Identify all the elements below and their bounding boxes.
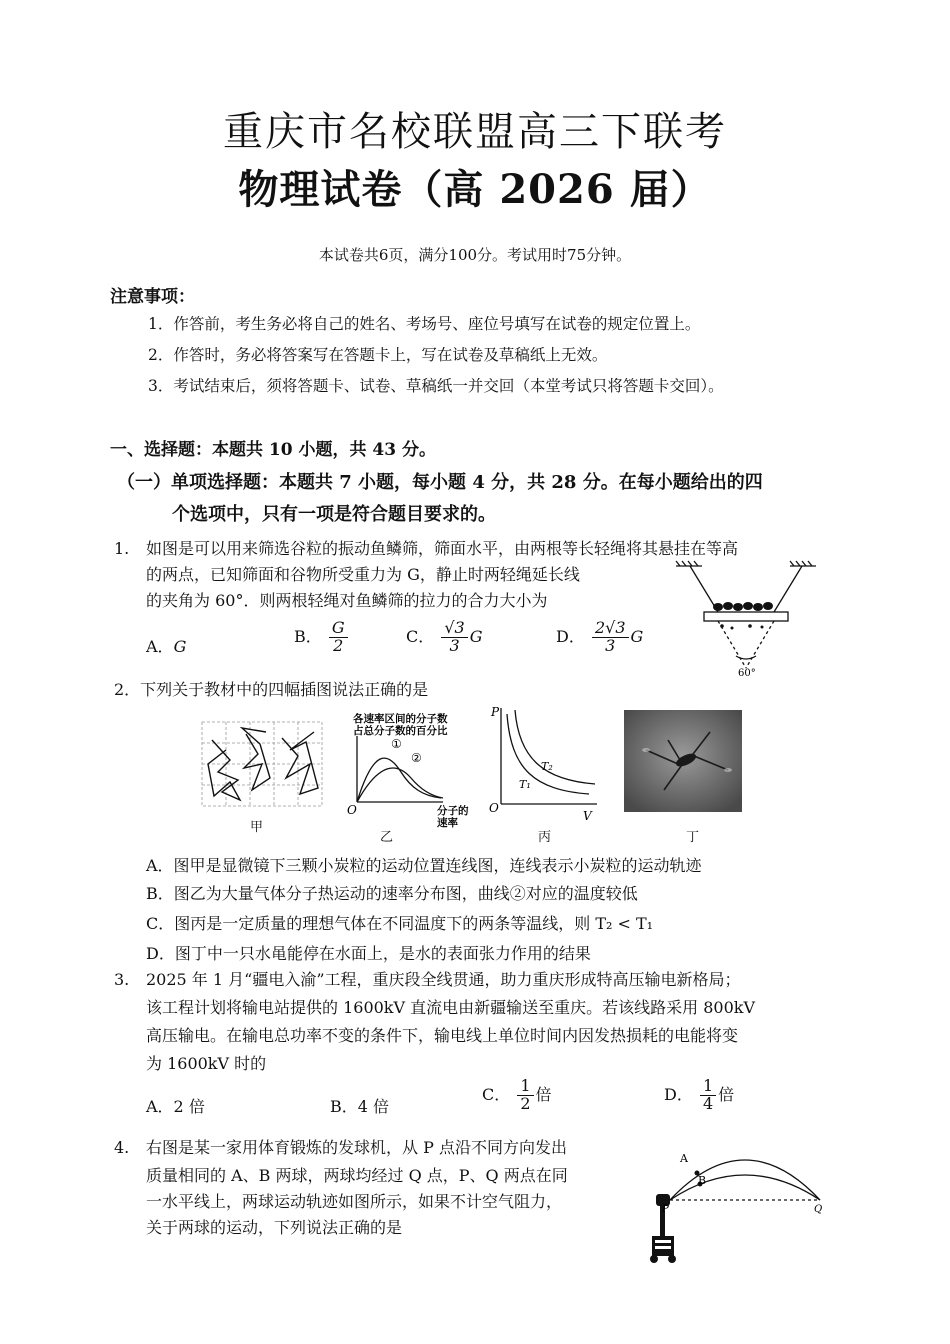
point-label: P: [662, 1204, 669, 1215]
option-suffix: 倍: [535, 1084, 552, 1104]
question-text: 为 1600kV 时的: [146, 1054, 267, 1073]
speed-distribution-figure: [345, 710, 480, 830]
option-label: D．: [556, 626, 585, 646]
question-text: 2．下列关于教材中的四幅插图说法正确的是: [114, 680, 429, 699]
question-number: 1.: [114, 539, 130, 558]
axis-label: 速率: [437, 817, 458, 829]
angle-label: 60°: [738, 668, 756, 679]
option-label: C．: [406, 626, 435, 646]
question-text: 该工程计划将输电站提供的 1600kV 直流电由新疆输送至重庆。若该线路采用 800kV: [146, 998, 756, 1017]
numerator: 1: [700, 1078, 716, 1096]
question-text: 右图是某一家用体育锻炼的发球机，从 P 点沿不同方向发出: [146, 1138, 567, 1157]
numerator: G: [329, 620, 348, 638]
axis-label: V: [583, 809, 592, 823]
option-label: C．: [482, 1084, 511, 1104]
question-text: 的夹角为 60°．则两根轻绳对鱼鳞筛的拉力的合力大小为: [146, 591, 548, 610]
question-number: 3.: [114, 970, 130, 989]
option-label: B．: [294, 626, 322, 646]
ball-launcher-figure: [630, 1138, 835, 1266]
fraction: [517, 1078, 533, 1113]
exam-title: 重庆市名校联盟高三下联考: [223, 109, 727, 155]
figure-caption: 甲: [250, 820, 264, 835]
axis-label: 分子的: [437, 805, 469, 817]
notice-heading: 注意事项：: [110, 287, 195, 307]
notice-item: 3．考试结束后，须将答题卡、试卷、草稿纸一并交回（本堂考试只将答题卡交回）。: [148, 377, 724, 395]
option-suffix: 倍: [718, 1084, 735, 1104]
figure-caption: 丙: [538, 830, 552, 845]
origin-label: O: [489, 801, 499, 815]
option-a: A．2 倍: [146, 1097, 205, 1116]
option-a: A．图甲是显微镜下三颗小炭粒的运动位置连线图，连线表示小炭粒的运动轨迹: [146, 856, 702, 875]
denominator: 2: [520, 1093, 531, 1113]
question-text: 2025 年 1 月“疆电入渝”工程，重庆段全线贯通，助力重庆形成特高压输电新格局；: [146, 970, 741, 989]
axis-label: 占总分子数的百分比: [353, 725, 448, 737]
option-c: C．图丙是一定质量的理想气体在不同温度下的两条等温线，则 T₂ < T₁: [146, 914, 654, 933]
fraction: [441, 620, 467, 655]
option-d: [556, 620, 643, 655]
curve-label: ①: [391, 737, 402, 751]
numerator: √3: [441, 620, 467, 638]
figure-caption: 乙: [380, 830, 394, 845]
notice-item: 1．作答前，考生务必将自己的姓名、考场号、座位号填写在试卷的规定位置上。: [148, 315, 701, 333]
option-a: [146, 634, 186, 657]
question-text: 高压输电。在输电总功率不变的条件下，输电线上单位时间内因发热损耗的电能将变: [146, 1026, 739, 1045]
option-c: [482, 1078, 552, 1113]
isotherm-figure: [485, 700, 605, 825]
notice-item: 2．作答时，务必将答案写在答题卡上，写在试卷及草稿纸上无效。: [148, 346, 608, 364]
fraction: [700, 1078, 716, 1113]
option-d: D．图丁中一只水黾能停在水面上，是水的表面张力作用的结果: [146, 944, 591, 963]
option-suffix: G: [469, 626, 483, 646]
exam-subtitle: 物理试卷（高 2026 届）: [238, 166, 712, 213]
figure-caption: 丁: [686, 830, 700, 845]
axis-label: 各速率区间的分子数: [353, 713, 448, 725]
water-strider-photo: [624, 710, 742, 812]
ball-label: B: [698, 1174, 707, 1187]
question-text: 如图是可以用来筛选谷粒的振动鱼鳞筛，筛面水平，由两根等长轻绳将其悬挂在等高: [146, 539, 739, 558]
subsection-heading-line2: 个选项中，只有一项是符合题目要求的。: [172, 504, 496, 525]
question-text: 的两点，已知筛面和谷物所受重力为 G，静止时两轻绳延长线: [146, 565, 580, 584]
question-text: 质量相同的 A、B 两球，两球均经过 Q 点，P、Q 两点在同: [146, 1166, 568, 1185]
question-text: 一水平线上，两球运动轨迹如图所示，如果不计空气阻力，: [146, 1192, 563, 1211]
fraction: [329, 620, 348, 655]
origin-label: O: [347, 803, 357, 817]
curve-label: ②: [411, 751, 422, 765]
option-b: B．4 倍: [330, 1097, 390, 1116]
option-b: B．图乙为大量气体分子热运动的速率分布图，曲线②对应的温度较低: [146, 884, 638, 903]
point-label: Q: [814, 1204, 823, 1215]
sieve-figure: [670, 560, 820, 685]
axis-label: P: [491, 705, 500, 719]
question-number: 4.: [114, 1138, 130, 1157]
option-c: [406, 620, 483, 655]
fraction: [592, 620, 629, 655]
ball-label: A: [680, 1152, 688, 1165]
denominator: 2: [333, 635, 344, 655]
numerator: 2√3: [592, 620, 629, 638]
numerator: 1: [517, 1078, 533, 1096]
option-label: A．: [146, 637, 174, 656]
denominator: 4: [702, 1093, 714, 1113]
exam-info: 本试卷共6页，满分100分。考试用时75分钟。: [318, 246, 632, 264]
curve-label: T₂: [541, 760, 553, 773]
option-label: D．: [664, 1084, 693, 1104]
curve-label: T₁: [519, 778, 531, 791]
question-text: 关于两球的运动，下列说法正确的是: [146, 1218, 403, 1237]
option-b: [294, 620, 350, 655]
section-heading: 一、选择题：本题共 10 小题，共 43 分。: [110, 440, 436, 460]
denominator: 3: [605, 635, 616, 655]
brownian-motion-figure: [200, 720, 325, 808]
subsection-heading-line1: （一）单项选择题：本题共 7 小题，每小题 4 分，共 28 分。在每小题给出的四: [117, 472, 763, 493]
option-value: G: [173, 637, 187, 656]
option-suffix: G: [630, 626, 644, 646]
option-d: [664, 1078, 734, 1113]
denominator: 3: [449, 635, 460, 655]
